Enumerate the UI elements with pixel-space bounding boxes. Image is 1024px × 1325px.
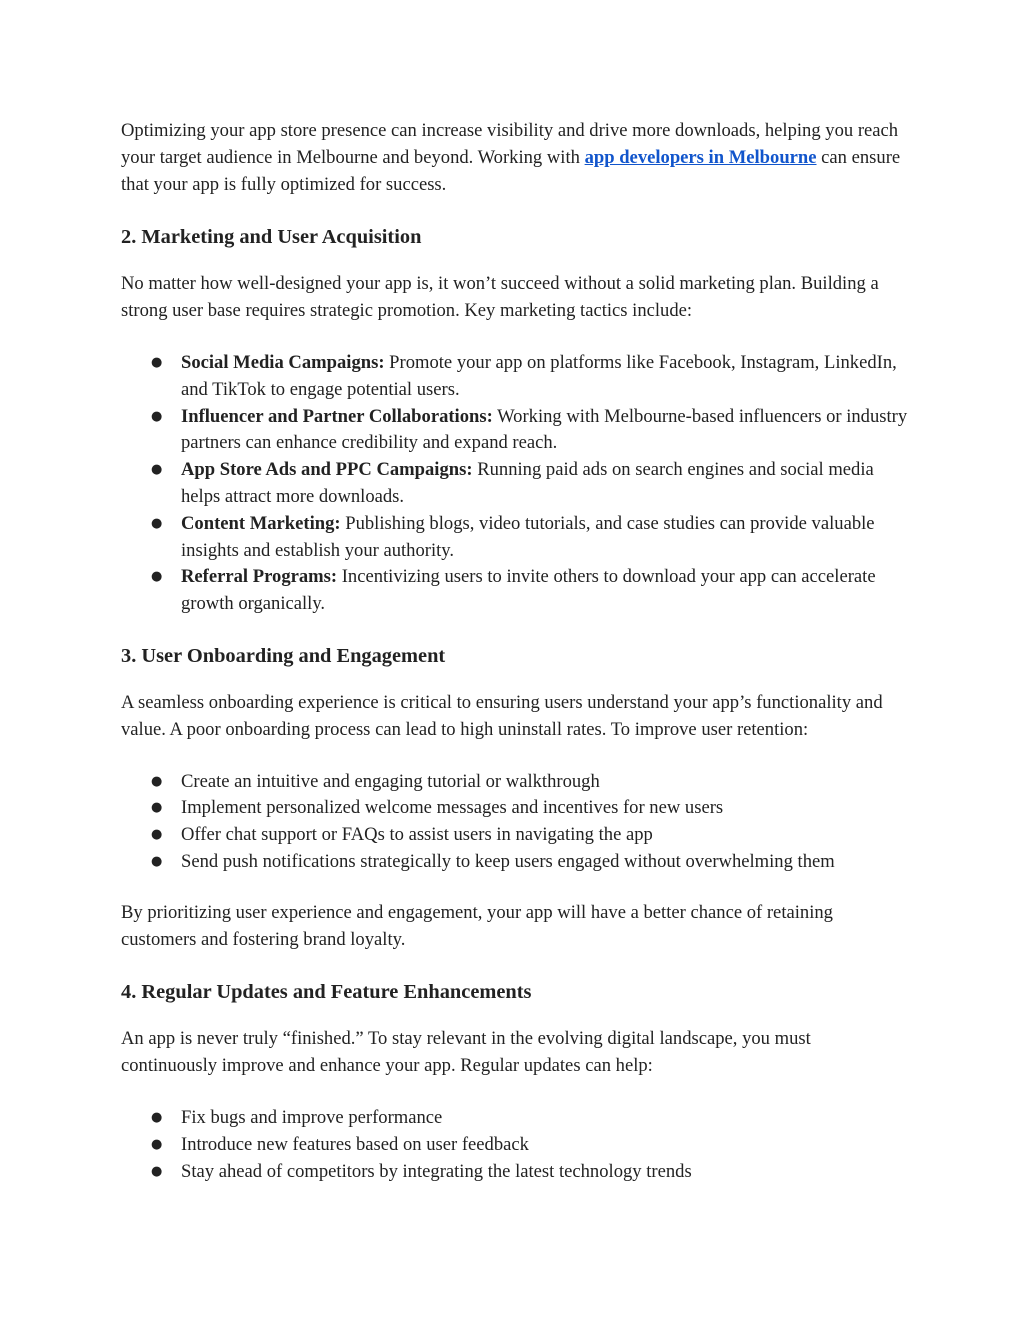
bullet-icon: ●: [151, 800, 163, 816]
intro-text-before: Optimizing your app store presence can increase visibility and drive more downloads, helping you reach your target audience in Melbourne and beyond. Working with: [121, 120, 899, 168]
marketing-tactics-list: [121, 350, 911, 618]
list-item-bold: Social Media Campaigns:: [181, 351, 385, 373]
list-item-text: Promote your app on platforms like Facebook, Instagram, LinkedIn, and TikTok to engage potential users.: [181, 351, 897, 400]
bullet-icon: ●: [151, 462, 163, 478]
list-item-text: Stay ahead of competitors by integrating the latest technology trends: [181, 1160, 692, 1182]
section-4-paragraph: An app is never truly “finished.” To stay relevant in the evolving digital landscape, you must continuously improve and enhance your app. Regular updates can help:: [121, 1028, 811, 1077]
list-item-text: Incentivizing users to invite others to download your app can accelerate growth organically.: [181, 566, 876, 615]
bullet-icon: ●: [151, 408, 163, 424]
section-3-closing: By prioritizing user experience and engagement, your app will have a better chance of retaining customers and fostering brand loyalty.: [121, 901, 833, 950]
list-item: [121, 1159, 911, 1186]
list-item-bold: App Store Ads and PPC Campaigns:: [181, 459, 473, 481]
list-item: [121, 1132, 911, 1159]
list-item-bold: Content Marketing:: [181, 512, 341, 534]
list-item-text: Offer chat support or FAQs to assist users in navigating the app: [181, 824, 653, 846]
list-item-text: Running paid ads on search engines and social media helps attract more downloads.: [181, 459, 874, 507]
list-item: [121, 795, 911, 822]
intro-paragraph: [121, 118, 911, 198]
list-item-text: Publishing blogs, video tutorials, and case studies can provide valuable insights and establish your authority.: [181, 512, 875, 561]
section-3-paragraph: A seamless onboarding experience is critical to ensuring users understand your app’s functionality and value. A poor onboarding process can lead to high uninstall rates. To improve user retention:: [121, 691, 883, 740]
list-item-text: Introduce new features based on user feedback: [181, 1133, 529, 1155]
list-item-text: Create an intuitive and engaging tutorial or walkthrough: [181, 770, 600, 792]
list-item: [121, 564, 911, 618]
bullet-icon: ●: [151, 853, 163, 869]
list-item: [121, 849, 911, 876]
updates-list: [121, 1105, 911, 1185]
list-item-bold: Referral Programs:: [181, 566, 338, 588]
list-item-text: Implement personalized welcome messages and incentives for new users: [181, 797, 724, 819]
bullet-icon: ●: [151, 1136, 163, 1152]
section-2-paragraph: No matter how well-designed your app is, it won’t succeed without a solid marketing plan. Building a strong user base requires strategic promotion. Key marketing tactics include:: [121, 273, 879, 322]
list-item-bold: Influencer and Partner Collaborations:: [181, 405, 493, 427]
section-3-heading: 3. User Onboarding and Engagement: [121, 644, 446, 667]
list-item-text: Send push notifications strategically to keep users engaged without overwhelming them: [181, 850, 835, 872]
document-page: [121, 118, 911, 1185]
list-item: [121, 404, 911, 458]
section-2-heading: 2. Marketing and User Acquisition: [121, 226, 422, 249]
list-item: [121, 457, 911, 511]
bullet-icon: ●: [151, 827, 163, 843]
bullet-icon: ●: [151, 1163, 163, 1179]
list-item: [121, 1105, 911, 1132]
list-item: [121, 350, 911, 404]
bullet-icon: ●: [151, 569, 163, 585]
section-4-heading: 4. Regular Updates and Feature Enhancements: [121, 981, 532, 1004]
app-developers-link[interactable]: app developers in Melbourne: [584, 146, 817, 168]
list-item-text: Working with Melbourne-based influencers or industry partners can enhance credibility and expand reach.: [181, 405, 908, 454]
list-item: [121, 769, 911, 796]
intro-text-after: can ensure that your app is fully optimized for success.: [121, 146, 901, 195]
bullet-icon: ●: [151, 773, 163, 789]
list-item: [121, 822, 911, 849]
bullet-icon: ●: [151, 354, 163, 370]
bullet-icon: ●: [151, 515, 163, 531]
bullet-icon: ●: [151, 1109, 163, 1125]
onboarding-list: [121, 769, 911, 876]
list-item: [121, 511, 911, 565]
list-item-text: Fix bugs and improve performance: [181, 1106, 443, 1128]
